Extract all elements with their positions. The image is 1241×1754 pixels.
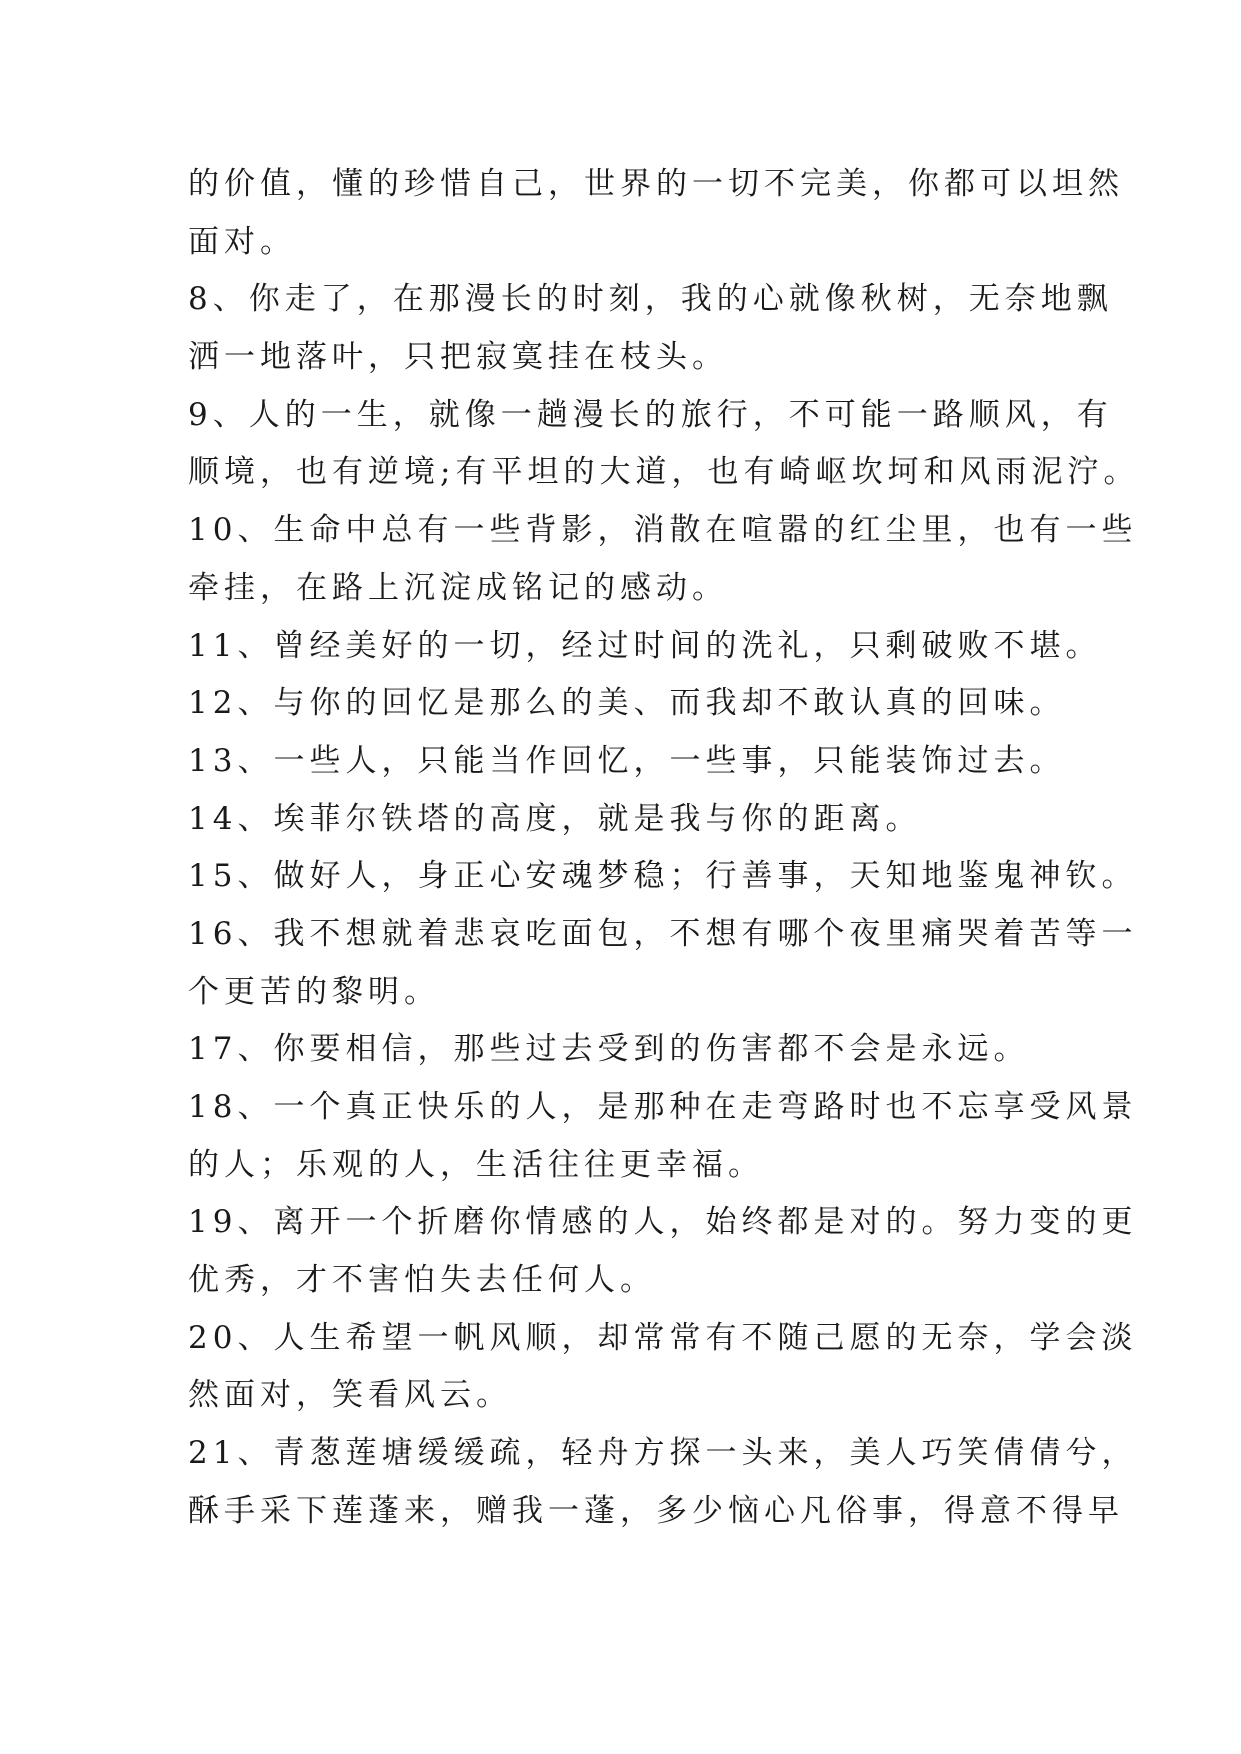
text-line: 然面对，笑看风云。 — [188, 1377, 512, 1414]
text-line: 个更苦的黎明。 — [188, 973, 440, 1010]
text-line: 11、曾经美好的一切，经过时间的洗礼，只剩破败不堪。 — [188, 627, 1102, 664]
document-body — [188, 156, 1140, 1541]
text-line: 13、一些人，只能当作回忆，一些事，只能装饰过去。 — [188, 742, 1066, 779]
text-line: 洒一地落叶，只把寂寞挂在枝头。 — [188, 339, 728, 376]
text-line: 15、做好人，身正心安魂梦稳；行善事，天知地鉴鬼神钦。 — [188, 858, 1138, 895]
text-line: 的人；乐观的人，生活往往更幸福。 — [188, 1146, 764, 1183]
text-line: 顺境，也有逆境;有平坦的大道，也有崎岖坎坷和风雨泥泞。 — [188, 454, 1140, 491]
text-line: 12、与你的回忆是那么的美、而我却不敢认真的回味。 — [188, 685, 1066, 722]
text-line: 21、青葱莲塘缓缓疏，轻舟方探一头来，美人巧笑倩倩兮， — [188, 1435, 1138, 1472]
text-line: 9、人的一生，就像一趟漫长的旅行，不可能一路顺风，有 — [188, 396, 1113, 433]
text-line: 18、一个真正快乐的人，是那种在走弯路时也不忘享受风景 — [188, 1089, 1138, 1125]
text-line: 19、离开一个折磨你情感的人，始终都是对的。努力变的更 — [188, 1204, 1138, 1241]
text-line: 17、你要相信，那些过去受到的伤害都不会是永远。 — [188, 1031, 1030, 1068]
text-line: 16、我不想就着悲哀吃面包，不想有哪个夜里痛哭着苦等一 — [188, 915, 1138, 952]
text-line: 8、你走了，在那漫长的时刻，我的心就像秋树，无奈地飘 — [188, 281, 1113, 318]
text-line: 10、生命中总有一些背影，消散在喧嚣的红尘里，也有一些 — [188, 512, 1138, 549]
text-line: 酥手采下莲蓬来，赠我一蓬，多少恼心凡俗事，得意不得早 — [188, 1492, 1124, 1529]
text-line: 优秀，才不害怕失去任何人。 — [188, 1262, 656, 1299]
text-line: 14、埃菲尔铁塔的高度，就是我与你的距离。 — [188, 800, 922, 837]
text-line: 牵挂，在路上沉淀成铭记的感动。 — [188, 569, 728, 606]
text-line: 面对。 — [188, 223, 296, 260]
text-line: 20、人生希望一帆风顺，却常常有不随己愿的无奈，学会淡 — [188, 1319, 1138, 1356]
text-line: 的价值，懂的珍惜自己，世界的一切不完美，你都可以坦然 — [188, 166, 1124, 202]
